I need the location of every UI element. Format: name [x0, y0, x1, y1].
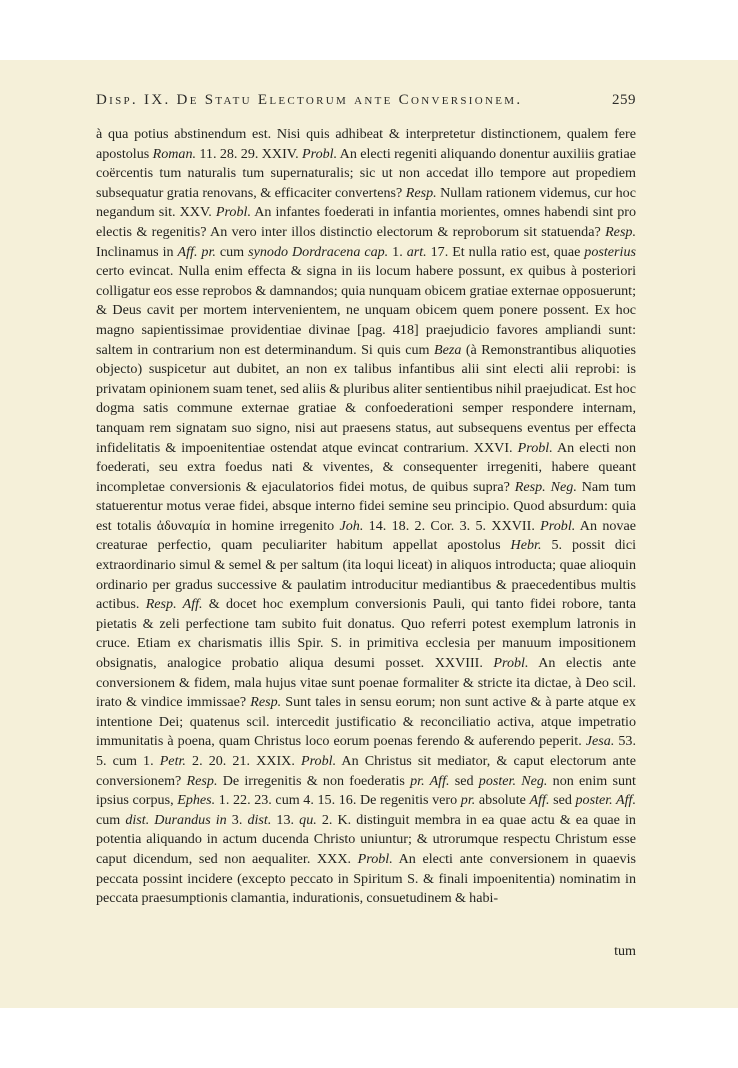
top-margin	[0, 0, 738, 60]
catchword: tum	[614, 943, 636, 959]
body-text	[96, 125, 636, 909]
book-page	[0, 60, 738, 1008]
bottom-margin	[0, 1008, 738, 1068]
running-title: Disp. IX. De Statu Electorum ante Conversionem.	[96, 92, 523, 108]
body-paragraph: à qua potius abstinendum est. Nisi quis adhibeat & interpretetur distinctionem, qualem fere apostolus Roman. 11. 28. 29. XXIV. Probl. An electi regeniti aliquando donentur auxiliis gratiae coërcentis tum naturalis tum supernaturalis; sic ut non accedat illo tempore aut propediem subsequatur gratia renovans, & efficaciter convertens? Resp. Nullam rationem videmus, cur hoc negandum sit. XXV. Probl. An infantes foederati in infantia morientes, omnes habendi sint pro electis & regenitis? An vero inter illos distinctio electorum & reproborum sit statuenda? Resp. Inclinamus in Aff. pr. cum synodo Dordracena cap. 1. art. 17. Et nulla ratio est, quae posterius certo evincat. Nulla enim effecta & signa in iis locum habere possunt, ex quibus à posteriori colligatur eos esse reprobos & damnandos; quia nunquam obicem gratiae externae opposuerunt; & Deus cavit per mortem intervenientem, ne unquam obicem quem ponere possent. Ex hoc magno sapientissimae providentiae divinae [pag. 418] praejudicio favores ampliandi sunt: saltem in contrarium non est determinandum. Si quis cum Beza (à Remonstrantibus aliquoties objecto) suspicetur aut dubitet, an non ex talibus infantibus alii sint electi alii reprobi: is privatam opinionem suam tenet, sed aliis & pluribus aliter sentientibus nihil praejudicat. Est hoc dogma satis commune externae gratiae & confoederationi semper respondere internam, tanquam rem signatam suo signo, nisi aut praesens status, aut subsequens eventus per effecta infidelitatis & impoenitentiae ostendat atque evincat contrarium. XXVI. Probl. An electi non foederati, seu extra foedus nati & viventes, & consequenter irregeniti, habere queant incompletae conversionis & ejaculatorios fidei motus, de quibus supra? Resp. Neg. Nam tum statuerentur motus verae fidei, absque interno fidei semine seu principio. Quod absurdum: quia est totalis ἀδυναμία in homine irregenito Joh. 14. 18. 2. Cor. 3. 5. XXVII. Probl. An novae creaturae perfectio, quam peculiariter habitum appellat apostolus Hebr. 5. possit dici extraordinario simul & semel & per saltum (ita loqui liceat) in aliquos introducta; quae alioquin ordinario per gradus successive & paulatim introducitur mediantibus & praecedentibus multis actibus. Resp. Aff. & docet hoc exemplum conversionis Pauli, qui tanto fidei robore, tanta pietatis & zeli perfectione tam subito fuit donatus. Quo referri potest exemplum latronis in cruce. Etiam ex charismatis illis Spir. S. in primitiva ecclesia per manuum impositionem obsignatis, analogice probatio aliqua desumi posset. XXVIII. Probl. An electis ante conversionem & fidem, mala hujus vitae sunt poenae formaliter & stricte ita dictae, à Deo scil. irato & vindice immissae? Resp. Sunt tales in sensu eorum; non sunt active & à parte atque ex intentione Dei; quatenus scil. intercedit justificatio & reconciliatio activa, atque impetratio immunitatis à poena, quam Christus loco eorum poenas ferendo & auferendo peperit. Jesa. 53. 5. cum 1. Petr. 2. 20. 21. XXIX. Probl. An Christus sit mediator, & caput electorum ante conversionem? Resp. De irregenitis & non foederatis pr. Aff. sed poster. Neg. non enim sunt ipsius corpus, Ephes. 1. 22. 23. cum 4. 15. 16. De regenitis vero pr. absolute Aff. sed poster. Aff. cum dist. Durandus in 3. dist. 13. qu. 2. K. distinguit membra in ea quae actu & ea quae in potentia aliquando in actum ducenda Christo uniuntur; & utrorumque respectu Christum esse caput dicendum, sed non aequaliter. XXX. Probl. An electi ante conversionem in quaevis peccata possint incidere (excepto peccato in Spiritum S. & finali impoenitentia) nominatim in peccata praesumptionis clamantia, indurationis, consuetudinem & habi-	[96, 126, 637, 907]
page-number: 259	[612, 92, 636, 108]
running-head	[96, 92, 636, 116]
